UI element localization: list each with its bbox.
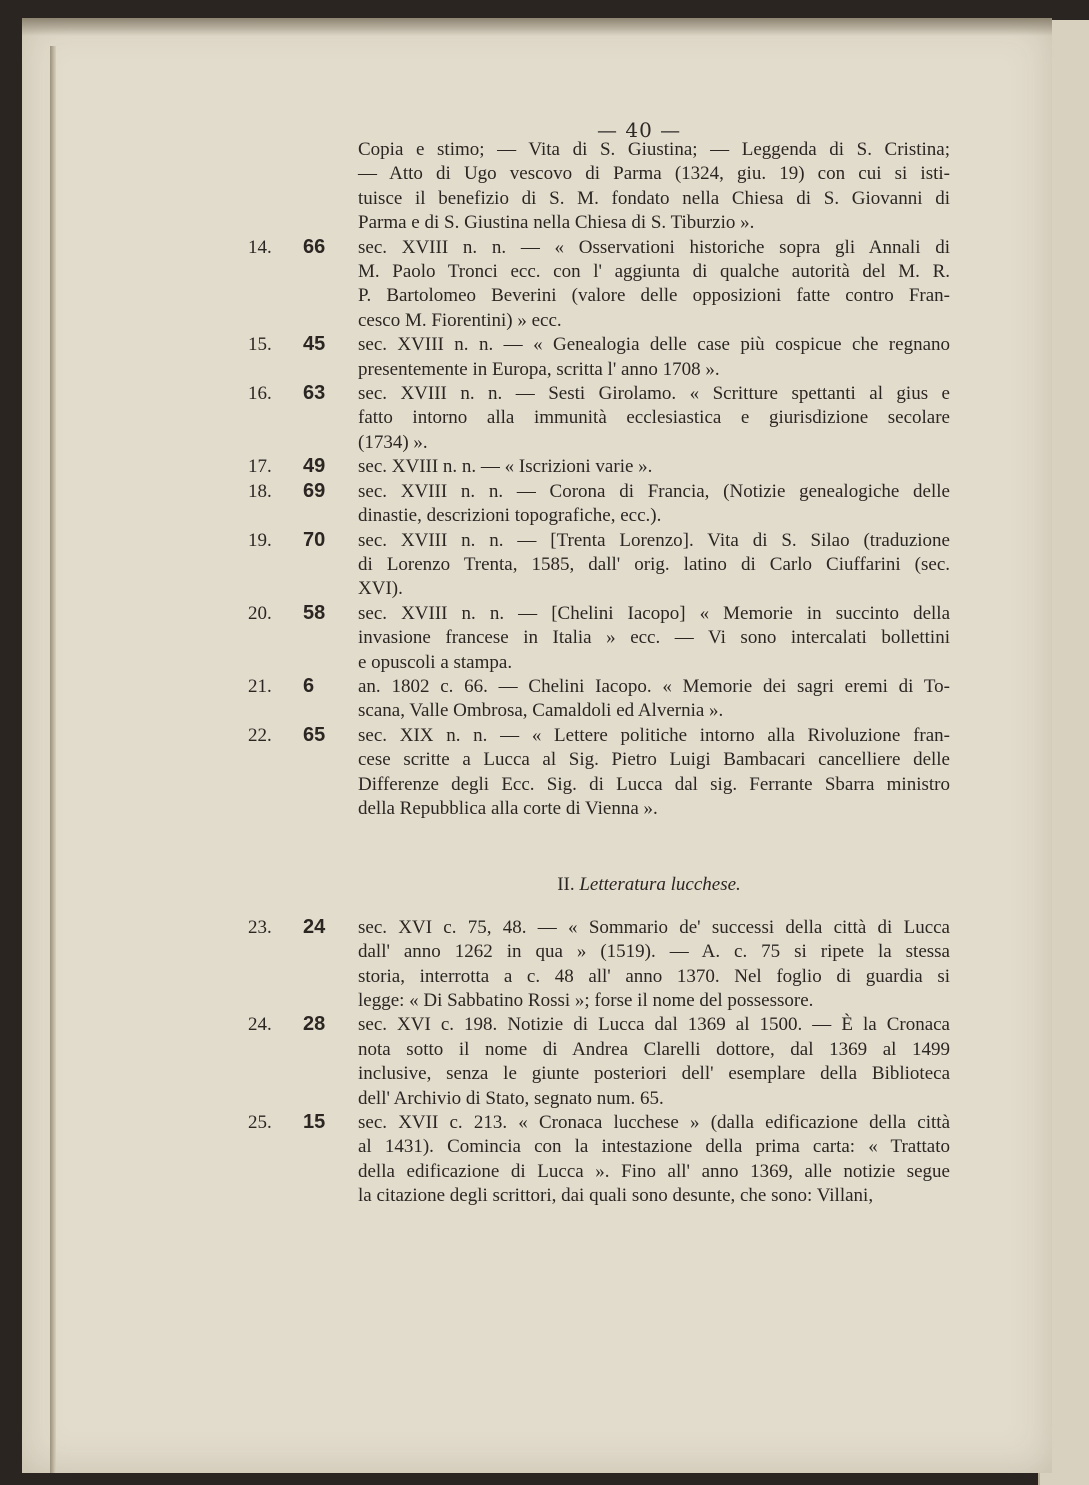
text-line: dinastie, descrizioni topografiche, ecc.). — [358, 505, 662, 527]
intro-paragraph — [258, 138, 950, 236]
text-line: — Atto di Ugo vescovo di Parma (1324, giu. 19) con cui si isti- — [358, 163, 950, 185]
entry-code: 63 — [303, 382, 326, 405]
text-line: M. Paolo Tronci ecc. con l' aggiunta di qualche autorità del M. R. — [358, 261, 950, 283]
text-line: sec. XVIII n. n. — « Osservationi historiche sopra gli Annali di — [358, 236, 950, 258]
entry-number: 23. — [248, 916, 272, 938]
text-line: sec. XVIII n. n. — Corona di Francia, (Notizie genealogiche delle — [358, 480, 950, 502]
text-line: legge: « Di Sabbatino Rossi »; forse il nome del possessore. — [358, 990, 814, 1011]
entry-text — [258, 333, 950, 382]
entry-number: 17. — [248, 456, 272, 478]
text-line: scana, Valle Ombrosa, Camaldoli ed Alvernia ». — [358, 700, 724, 722]
entry-text — [258, 602, 950, 675]
entry-code: 28 — [303, 1013, 326, 1036]
entry-text — [258, 1013, 950, 1111]
entry-text — [258, 382, 950, 455]
section-heading — [258, 873, 950, 897]
entry-text — [258, 1111, 950, 1209]
text-line: sec. XVI c. 75, 48. — « Sommario de' successi della città di Lucca — [358, 916, 950, 938]
entry-text — [258, 724, 950, 822]
text-line: al 1431). Comincia con la intestazione della prima carta: « Trattato — [358, 1136, 950, 1158]
entry-code: 65 — [303, 723, 326, 746]
text-line: la citazione degli scrittori, dai quali sono desunte, che sono: Villani, — [358, 1185, 874, 1207]
text-line: dell' Archivio di Stato, segnato num. 65. — [358, 1087, 664, 1109]
text-line: XVI). — [358, 578, 403, 600]
text-line: sec. XIX n. n. — « Lettere politiche intorno alla Rivoluzione fran- — [358, 724, 950, 746]
catalog-entry — [248, 333, 950, 382]
text-line: inclusive, senza le giunte posteriori dell' esemplare della Biblioteca — [358, 1063, 950, 1085]
catalog-entry — [248, 1111, 950, 1209]
entry-code: 58 — [303, 601, 326, 624]
text-line: sec. XVIII n. n. — « Iscrizioni varie ». — [358, 456, 653, 478]
entry-code: 69 — [303, 479, 326, 502]
text-line: sec. XVIII n. n. — [Trenta Lorenzo]. Vita di S. Silao (traduzione — [358, 529, 950, 551]
entry-code: 49 — [303, 455, 326, 478]
binding-edge — [50, 46, 56, 1473]
text-line: cesco M. Fiorentini) » ecc. — [358, 309, 562, 331]
section-number: II. — [557, 874, 575, 896]
catalog-entry — [248, 915, 950, 1014]
text-line: sec. XVIII n. n. — Sesti Girolamo. « Scritture spettanti al gius e — [358, 383, 950, 405]
text-line: cese scritte a Lucca al Sig. Pietro Luigi Bambacari cancelliere delle — [358, 749, 950, 771]
text-line: Copia e stimo; — Vita di S. Giustina; — Leggenda di S. Cristina; — [358, 139, 950, 160]
entry-code: 6 — [303, 674, 315, 697]
text-line: di Lorenzo Trenta, 1585, dall' orig. latino di Carlo Ciuffarini (sec. — [358, 553, 950, 575]
entry-code: 70 — [303, 528, 326, 551]
catalog-entry — [248, 235, 950, 334]
entry-text — [258, 529, 950, 602]
entry-code: 24 — [303, 915, 326, 938]
text-line: presentemente in Europa, scritta l' anno 1708 ». — [358, 358, 720, 380]
text-line: sec. XVIII n. n. — [Chelini Iacopo] « Memorie in succinto della — [358, 602, 950, 624]
catalog-entry — [248, 382, 950, 455]
entry-number: 15. — [248, 334, 272, 356]
catalog-entry — [248, 723, 950, 822]
catalog-entry — [248, 455, 950, 479]
entry-text — [258, 455, 950, 479]
entry-code: 45 — [303, 333, 326, 356]
entry-code: 66 — [303, 235, 326, 258]
entry-number: 18. — [248, 480, 272, 502]
entry-text — [258, 236, 950, 334]
text-line: P. Bartolomeo Beverini (valore delle opposizioni fatte contro Fran- — [358, 285, 950, 307]
text-line: dall' anno 1262 in qua » (1519). — A. c. 75 si ripete la stessa — [358, 941, 950, 963]
page-number: — 40 — — [597, 118, 682, 142]
text-line: della edificazione di Lucca ». Fino all' anno 1369, alle notizie segue — [358, 1160, 950, 1182]
text-line: invasione francese in Italia » ecc. — Vi sono intercalati bollettini — [358, 627, 950, 649]
catalog-entry — [248, 1013, 950, 1111]
text-line: Parma e di S. Giustina nella Chiesa di S. Tiburzio ». — [358, 212, 755, 234]
entry-number: 14. — [248, 236, 272, 258]
text-line: sec. XVI c. 198. Notizie di Lucca dal 1369 al 1500. — È la Cronaca — [358, 1014, 950, 1036]
entry-code: 15 — [303, 1111, 326, 1134]
entry-number: 19. — [248, 529, 272, 551]
entry-number: 24. — [248, 1014, 272, 1036]
document-text — [248, 138, 950, 1209]
entry-number: 25. — [248, 1112, 272, 1134]
text-line: an. 1802 c. 66. — Chelini Iacopo. « Memorie dei sagri eremi di To- — [358, 675, 950, 697]
text-line: fatto intorno alla immunità ecclesiastica e giurisdizione secolare — [358, 407, 950, 429]
text-line: sec. XVII c. 213. « Cronaca lucchese » (dalla edificazione della città — [358, 1112, 950, 1134]
catalog-entry — [248, 601, 950, 675]
entry-number: 16. — [248, 383, 272, 405]
entry-list-b — [248, 915, 950, 1209]
text-line: tuisce il benefizio di S. M. fondato nella Chiesa di S. Giovanni di — [358, 187, 950, 209]
catalog-entry — [248, 528, 950, 602]
page-top-shadow — [22, 18, 1052, 36]
entry-text — [258, 916, 950, 1014]
catalog-entry — [248, 479, 950, 529]
text-line: della Repubblica alla corte di Vienna ». — [358, 797, 658, 819]
entry-number: 20. — [248, 602, 272, 624]
text-line: nota sotto il nome di Andrea Clarelli dottore, dal 1369 al 1499 — [358, 1038, 950, 1060]
text-line: storia, interrotta a c. 48 all' anno 1370. Nel foglio di guardia si — [358, 965, 950, 987]
text-line: Differenze degli Ecc. Sig. di Lucca dal sig. Ferrante Sbarra ministro — [358, 773, 950, 795]
entry-text — [258, 675, 950, 724]
entry-list-a — [248, 235, 950, 822]
text-line: (1734) ». — [358, 431, 428, 453]
entry-text — [258, 480, 950, 529]
text-line: sec. XVIII n. n. — « Genealogia delle case più cospicue che regnano — [358, 334, 950, 356]
entry-number: 22. — [248, 724, 272, 746]
section-title: Letteratura lucchese. — [579, 874, 741, 896]
entry-number: 21. — [248, 675, 272, 697]
catalog-entry — [248, 674, 950, 724]
text-line: e opuscoli a stampa. — [358, 651, 513, 673]
